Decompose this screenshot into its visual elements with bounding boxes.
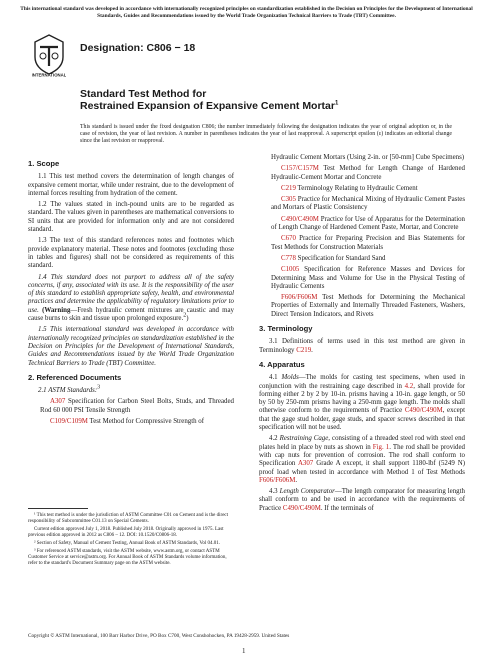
para-1-4: 1.4 This standard does not purport to address all of the safety concerns, if any, associated with its use. It is the responsibility of the user of this standard to establish appropriate safety, health, and environmental practices and determine the applicability of regulatory limitations prior to use. (Warning—Fresh hydraulic cement mixtures are caustic and may cause burns to skin and tissue upon prolonged exposure.2) — [28, 273, 234, 323]
ref-link-a307[interactable]: A307 — [50, 398, 66, 406]
astm-logo-icon — [32, 33, 66, 77]
right-column — [259, 154, 465, 516]
svg-text:INTERNATIONAL: INTERNATIONAL — [32, 72, 66, 77]
title-line-1: Standard Test Method for — [80, 88, 207, 100]
footnote-1b: Current edition approved July 1, 2018. Published July 2018. Originally approved in 1975. Last previous edition approved in 2012 as C806 – 12. DOI: 10.1520/C0806-18. — [28, 527, 224, 538]
ref-link-c490[interactable]: C490/C490M — [281, 215, 319, 223]
ref-c109: C109/C109M Test Method for Compressive Strength of — [50, 418, 205, 426]
footnote-3: ³ For referenced ASTM standards, visit the ASTM website, www.astm.org, or contact ASTM Customer Service at service@astm.org. For Annual Book of ASTM Standards volume information, refer to the standard's Document Summary page on the ASTM website. — [28, 549, 227, 566]
section-1-heading: 1. Scope — [28, 159, 60, 168]
ref-c490: C490/C490M Practice for Use of Apparatus for the Determination of Length Change of Hardened Cement Paste, Mortar, and Concrete — [271, 215, 465, 232]
link-c490[interactable]: C490/C490M — [404, 407, 443, 415]
ref-link-c1005[interactable]: C1005 — [281, 266, 300, 274]
footnotes — [28, 513, 234, 569]
ref-f606: F606/F606M Test Methods for Determining the Mechanical Properties of Externally and Internally Threaded Fasteners, Washers, Direct Tension Indicators, and Rivets — [271, 294, 465, 318]
link-section-4-2[interactable]: 4.2 — [404, 382, 414, 390]
para-4-2: 4.2 Restraining Cage, consisting of a threaded steel rod with steel end plates held in place by nuts as shown in Fig. 1. The rod shall be provided with cap nuts for prevention of corrosion. The rod shall conform to Specification A307 Grade A except, it shall support 1180-lbf (5249 N) proof load when tested in accordance with Method 1 of Test Methods F606/F606M. — [259, 435, 466, 484]
footnote-divider — [28, 508, 88, 509]
ref-link-c219[interactable]: C219 — [281, 184, 296, 192]
para-1-1: 1.1 This test method covers the determination of length changes of expansive cement mortar, while under restraint, due to the development of internal forces resulting from hydration of the cement. — [28, 173, 234, 197]
link-a307[interactable]: A307 — [297, 460, 314, 468]
ref-link-f606[interactable]: F606/F606M — [281, 294, 318, 302]
designation: Designation: C806 − 18 — [80, 42, 196, 54]
footnote-2: ² Section of Safety, Manual of Cement Testing, Annual Book of ASTM Standards, Vol 04.01. — [34, 541, 220, 546]
title-line-2: Restrained Expansion of Expansive Cement Mortar$^1$ — [80, 100, 339, 112]
ref-link-c157[interactable]: C157/C157M — [281, 165, 319, 173]
link-c490-2[interactable]: C490/C490M — [282, 504, 321, 512]
ref-c1005: C1005 Specification for Reference Masses and Devices for Determining Mass and Volume for Use in the Physical Testing of Hydraulic Cements — [271, 266, 465, 290]
link-fig-1[interactable]: Fig. 1 — [372, 443, 390, 451]
left-column — [28, 154, 234, 429]
footnote-1: ¹ This test method is under the jurisdiction of ASTM Committee C01 on Cement and is the direct responsibility of Subcommittee C01.13 on Special Cements. — [28, 513, 229, 524]
ref-link-c778[interactable]: C778 — [281, 254, 296, 262]
page-number: 1 — [242, 647, 246, 655]
section-2-heading: 2. Referenced Documents — [28, 372, 122, 382]
ref-c778: C778 Specification for Standard Sand — [281, 254, 386, 262]
ref-c305: C305 Practice for Mechanical Mixing of Hydraulic Cement Pastes and Mortars of Plastic Consistency — [271, 196, 465, 212]
para-4-1: 4.1 Molds—The molds for casting test specimens, when used in conjunction with the restraining cage described in 4.2, shall provide for forming either 2 by 2 by 10-in. prisms having a 10-in. gage length, or 50 by 50 by 250-mm prisms having a 250-mm gage length. The molds shall otherwise conform to the requirements of Practice C490/C490M, except that the gage stud holder, gage studs, and spacer screws described in that specification will not be used. — [259, 374, 466, 432]
ref-c157: C157/C157M Test Method for Length Change of Hardened Hydraulic-Cement Mortar and Concrete — [271, 165, 465, 181]
issued-note: This standard is issued under the fixed designation C806; the number immediately following the designation indicates the year of original adoption or, in the case of revision, the year of last revision. A number in parentheses indicates the year of last reapproval. A superscript epsilon (ε) indicates an editorial change since the last revision or reapproval. — [80, 124, 452, 144]
para-4-3: 4.3 Length Comparator—The length comparator for measuring length shall conform to and be used in accordance with the requirements of Practice C490/C490M. If the terminals of — [259, 488, 465, 512]
copyright-line: Copyright © ASTM International, 100 Barr Harbor Drive, PO Box C700, West Conshohocken, PA 19428-2959. United States — [28, 633, 290, 639]
ref-link-c305[interactable]: C305 — [281, 196, 296, 204]
link-c219[interactable]: C219 — [296, 346, 312, 354]
link-f606[interactable]: F606/F606M — [259, 476, 296, 484]
ref-a307: A307 Specification for Carbon Steel Bolts, Studs, and Threaded Rod 60 000 PSI Tensile Strength — [40, 398, 234, 414]
wto-notice: This international standard was developed in accordance with internationally recognized principles on standardization established in the Decision on Principles for the Development of International Standards, Guides and Recommendations issued by the World Trade Organization Technical Barriers to Trade (TBT) Committee. — [20, 6, 473, 19]
para-1-3: 1.3 The text of this standard references notes and footnotes which provide explanatory material. These notes and footnotes (excluding those in tables and figures) shall not be considered as requirements of this standard. — [28, 237, 234, 270]
para-2-1: 2.1 ASTM Standards:3 — [38, 384, 101, 395]
para-3-1: 3.1 Definitions of terms used in this test method are given in Terminology C219. — [259, 338, 465, 354]
section-3-heading: 3. Terminology — [259, 324, 313, 334]
ref-c670: C670 Practice for Preparing Precision and Bias Statements for Test Methods for Construction Materials — [271, 235, 465, 251]
ref-link-c109[interactable]: C109/C109M — [50, 418, 88, 426]
section-4-heading: 4. Apparatus — [259, 359, 305, 369]
para-1-5: 1.5 This international standard was developed in accordance with internationally recognized principles on standardization established in the Decision on Principles for the Development of International Standards, Guides and Recommendations issued by the World Trade Organization Technical Barriers to Trade (TBT) Committee. — [28, 326, 234, 367]
para-1-2: 1.2 The values stated in inch-pound units are to be regarded as standard. The values given in parentheses are mathematical conversions to SI units that are provided for information only and are not considered standard. — [28, 201, 234, 234]
ref-c109-continued: Hydraulic Cement Mortars (Using 2-in. or [50-mm] Cube Specimens) — [271, 154, 465, 161]
ref-c219: C219 Terminology Relating to Hydraulic Cement — [281, 184, 418, 192]
ref-link-c670[interactable]: C670 — [281, 235, 296, 243]
